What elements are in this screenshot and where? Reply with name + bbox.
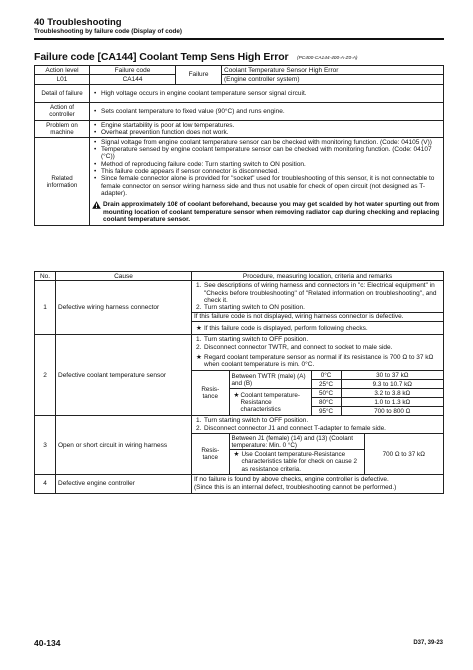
temp-cell: 50°C — [311, 389, 341, 398]
row-procedure — [192, 416, 444, 474]
criteria-value: 700 Ω to 37 kΩ — [364, 434, 443, 474]
row-no: 4 — [35, 474, 56, 493]
measure-between: Between J1 (female) (14) and (13) (Coolant temperature: Min. 0 °C) — [230, 434, 364, 450]
failure-name-line-1: Coolant Temperature Sensor High Error — [222, 66, 444, 75]
col-header-no: No. — [35, 272, 56, 281]
resistance-cell: 30 to 37 kΩ — [341, 371, 443, 380]
failure-label: Failure — [176, 66, 222, 85]
procedure-star-note: ★ If this failure code is displayed, perform following checks. — [192, 321, 443, 334]
action-label: Action of controller — [35, 102, 90, 120]
procedure-step: 2. Turn starting switch to ON position. — [196, 304, 305, 312]
measure-between-cell — [229, 434, 364, 474]
temp-cell: 0°C — [311, 371, 341, 380]
table-row — [35, 416, 444, 474]
action-cell — [90, 102, 444, 120]
related-item: • Temperature sensed by engine coolant temperature sensor can be checked with monitoring function. (Code: 04107 (°C)) — [92, 146, 441, 161]
failure-code-value: CA144 — [90, 75, 176, 84]
row-no: 2 — [35, 335, 56, 416]
resistance-check-table — [192, 433, 443, 474]
procedure-step: 2. Disconnect connector J1 and connect T-adapter to female side. — [196, 424, 386, 432]
procedure-step: 1. Turn starting switch to OFF position. — [196, 417, 309, 425]
section-title: 40 Troubleshooting — [34, 17, 122, 28]
failure-name-line-2: (Engine controller system) — [222, 75, 444, 84]
row-procedure — [192, 335, 444, 416]
related-label: Related information — [35, 137, 90, 226]
row-no: 3 — [35, 416, 56, 474]
temp-cell: 95°C — [311, 407, 341, 416]
related-item: • Since female connector alone is provided for "socket" used for troubleshooting of this sensor, it is not connectable to female connector on sensor wiring harness side and thus not usable for check of open circuit (not designed as T-adapter). — [92, 175, 441, 197]
procedure-step: 2. Disconnect connector TWTR, and connect to socket to male side. — [196, 343, 393, 351]
problem-cell — [90, 120, 444, 137]
failure-heading — [34, 47, 444, 65]
related-item: • Signal voltage from engine coolant temperature sensor can be checked with monitoring function. (Code: 04105 (V)) — [92, 139, 441, 146]
row-no: 1 — [35, 281, 56, 335]
row-procedure — [192, 474, 444, 493]
detail-text: • High voltage occurs in engine coolant temperature sensor signal circuit. — [92, 90, 441, 97]
procedure-step: 1. See descriptions of wiring harness and connectors in "c: Electrical equipment" in "Checks before troubleshooting" of "Related information on troubleshooting", and check it. — [196, 282, 437, 304]
related-item: • Method of reproducing failure code: Turn starting switch to ON position. — [92, 161, 441, 168]
procedure-line: (Since this is an internal defect, troubleshooting cannot be performed.) — [194, 484, 397, 492]
row-cause: Defective coolant temperature sensor — [56, 335, 192, 416]
resistance-cell: 700 to 800 Ω — [341, 407, 443, 416]
problem-item: • Overheat prevention function does not work. — [92, 129, 441, 136]
resistance-label: Resis-tance — [192, 434, 229, 474]
warning-triangle-icon — [92, 201, 101, 209]
related-cell — [90, 137, 444, 226]
characteristics-cell: ★ Coolant temperature-Resistance characteristics — [229, 389, 311, 416]
problem-label: Problem on machine — [35, 120, 90, 137]
warning-text: Drain approximately 10ℓ of coolant beforehand, because you may get scalded by hot water spurting out from mounting location of coolant temperature sensor when removing radiator cap during checking and replacing coolant temperature sensor. — [103, 201, 440, 223]
criteria-note: ★ Use Coolant temperature-Resistance characteristics table for check on cause 2 as resistance criteria. — [233, 451, 357, 473]
failure-code-label: Failure code — [90, 66, 176, 75]
resistance-cell: 9.3 to 10.7 kΩ — [341, 380, 443, 389]
resistance-table — [192, 370, 443, 415]
action-level-label: Action level — [35, 66, 90, 75]
resistance-cell: 3.2 to 3.8 kΩ — [341, 389, 443, 398]
related-item: • This failure code appears if sensor connector is disconnected. — [92, 168, 441, 175]
col-header-cause: Cause — [56, 272, 192, 281]
warning-block — [92, 201, 441, 223]
row-cause: Defective wiring harness connector — [56, 281, 192, 335]
failure-doc-code: (PC400-CA144-400-A-Z0-A) — [297, 56, 358, 61]
failure-title: Failure code [CA144] Coolant Temp Sens High Error — [34, 51, 289, 63]
action-level-value: L01 — [35, 75, 90, 84]
section-subtitle: Troubleshooting by failure code (Display of code) — [34, 28, 182, 35]
temp-cell: 80°C — [311, 398, 341, 407]
page-number: 40-134 — [34, 638, 61, 648]
measure-between: Between TWTR (male) (A) and (B) — [229, 371, 311, 389]
table-row — [35, 474, 444, 493]
procedure-star-note: ★ Regard coolant temperature sensor as normal if its resistance is 700 Ω to 37 kΩ when coolant temperature is min. 0°C. — [196, 353, 434, 369]
procedure-line: If no failure is found by above checks, engine controller is defective. — [194, 475, 389, 483]
action-text: • Sets coolant temperature to fixed value (90°C) and runs engine. — [92, 108, 441, 115]
table-row — [35, 335, 444, 416]
row-cause: Defective engine controller — [56, 474, 192, 493]
procedure-note: If this failure code is not displayed, wiring harness connector is defective. — [192, 312, 443, 321]
row-cause: Open or short circuit in wiring harness — [56, 416, 192, 474]
causes-table — [34, 271, 444, 494]
header-rule — [34, 38, 444, 40]
resistance-label: Resis-tance — [192, 371, 229, 416]
detail-cell — [90, 84, 444, 102]
failure-info-table — [34, 65, 444, 226]
col-header-procedure: Procedure, measuring location, criteria and remarks — [192, 272, 444, 281]
resistance-cell: 1.0 to 1.3 kΩ — [341, 398, 443, 407]
page-header — [34, 17, 444, 36]
temp-cell: 25°C — [311, 380, 341, 389]
row-procedure — [192, 281, 444, 335]
table-row — [35, 281, 444, 335]
model-code: D37, 39-23 — [413, 640, 443, 646]
procedure-step: 1. Turn starting switch to OFF position. — [196, 336, 309, 344]
detail-label: Detail of failure — [35, 84, 90, 102]
problem-item: • Engine startability is poor at low temperatures. — [92, 122, 441, 129]
